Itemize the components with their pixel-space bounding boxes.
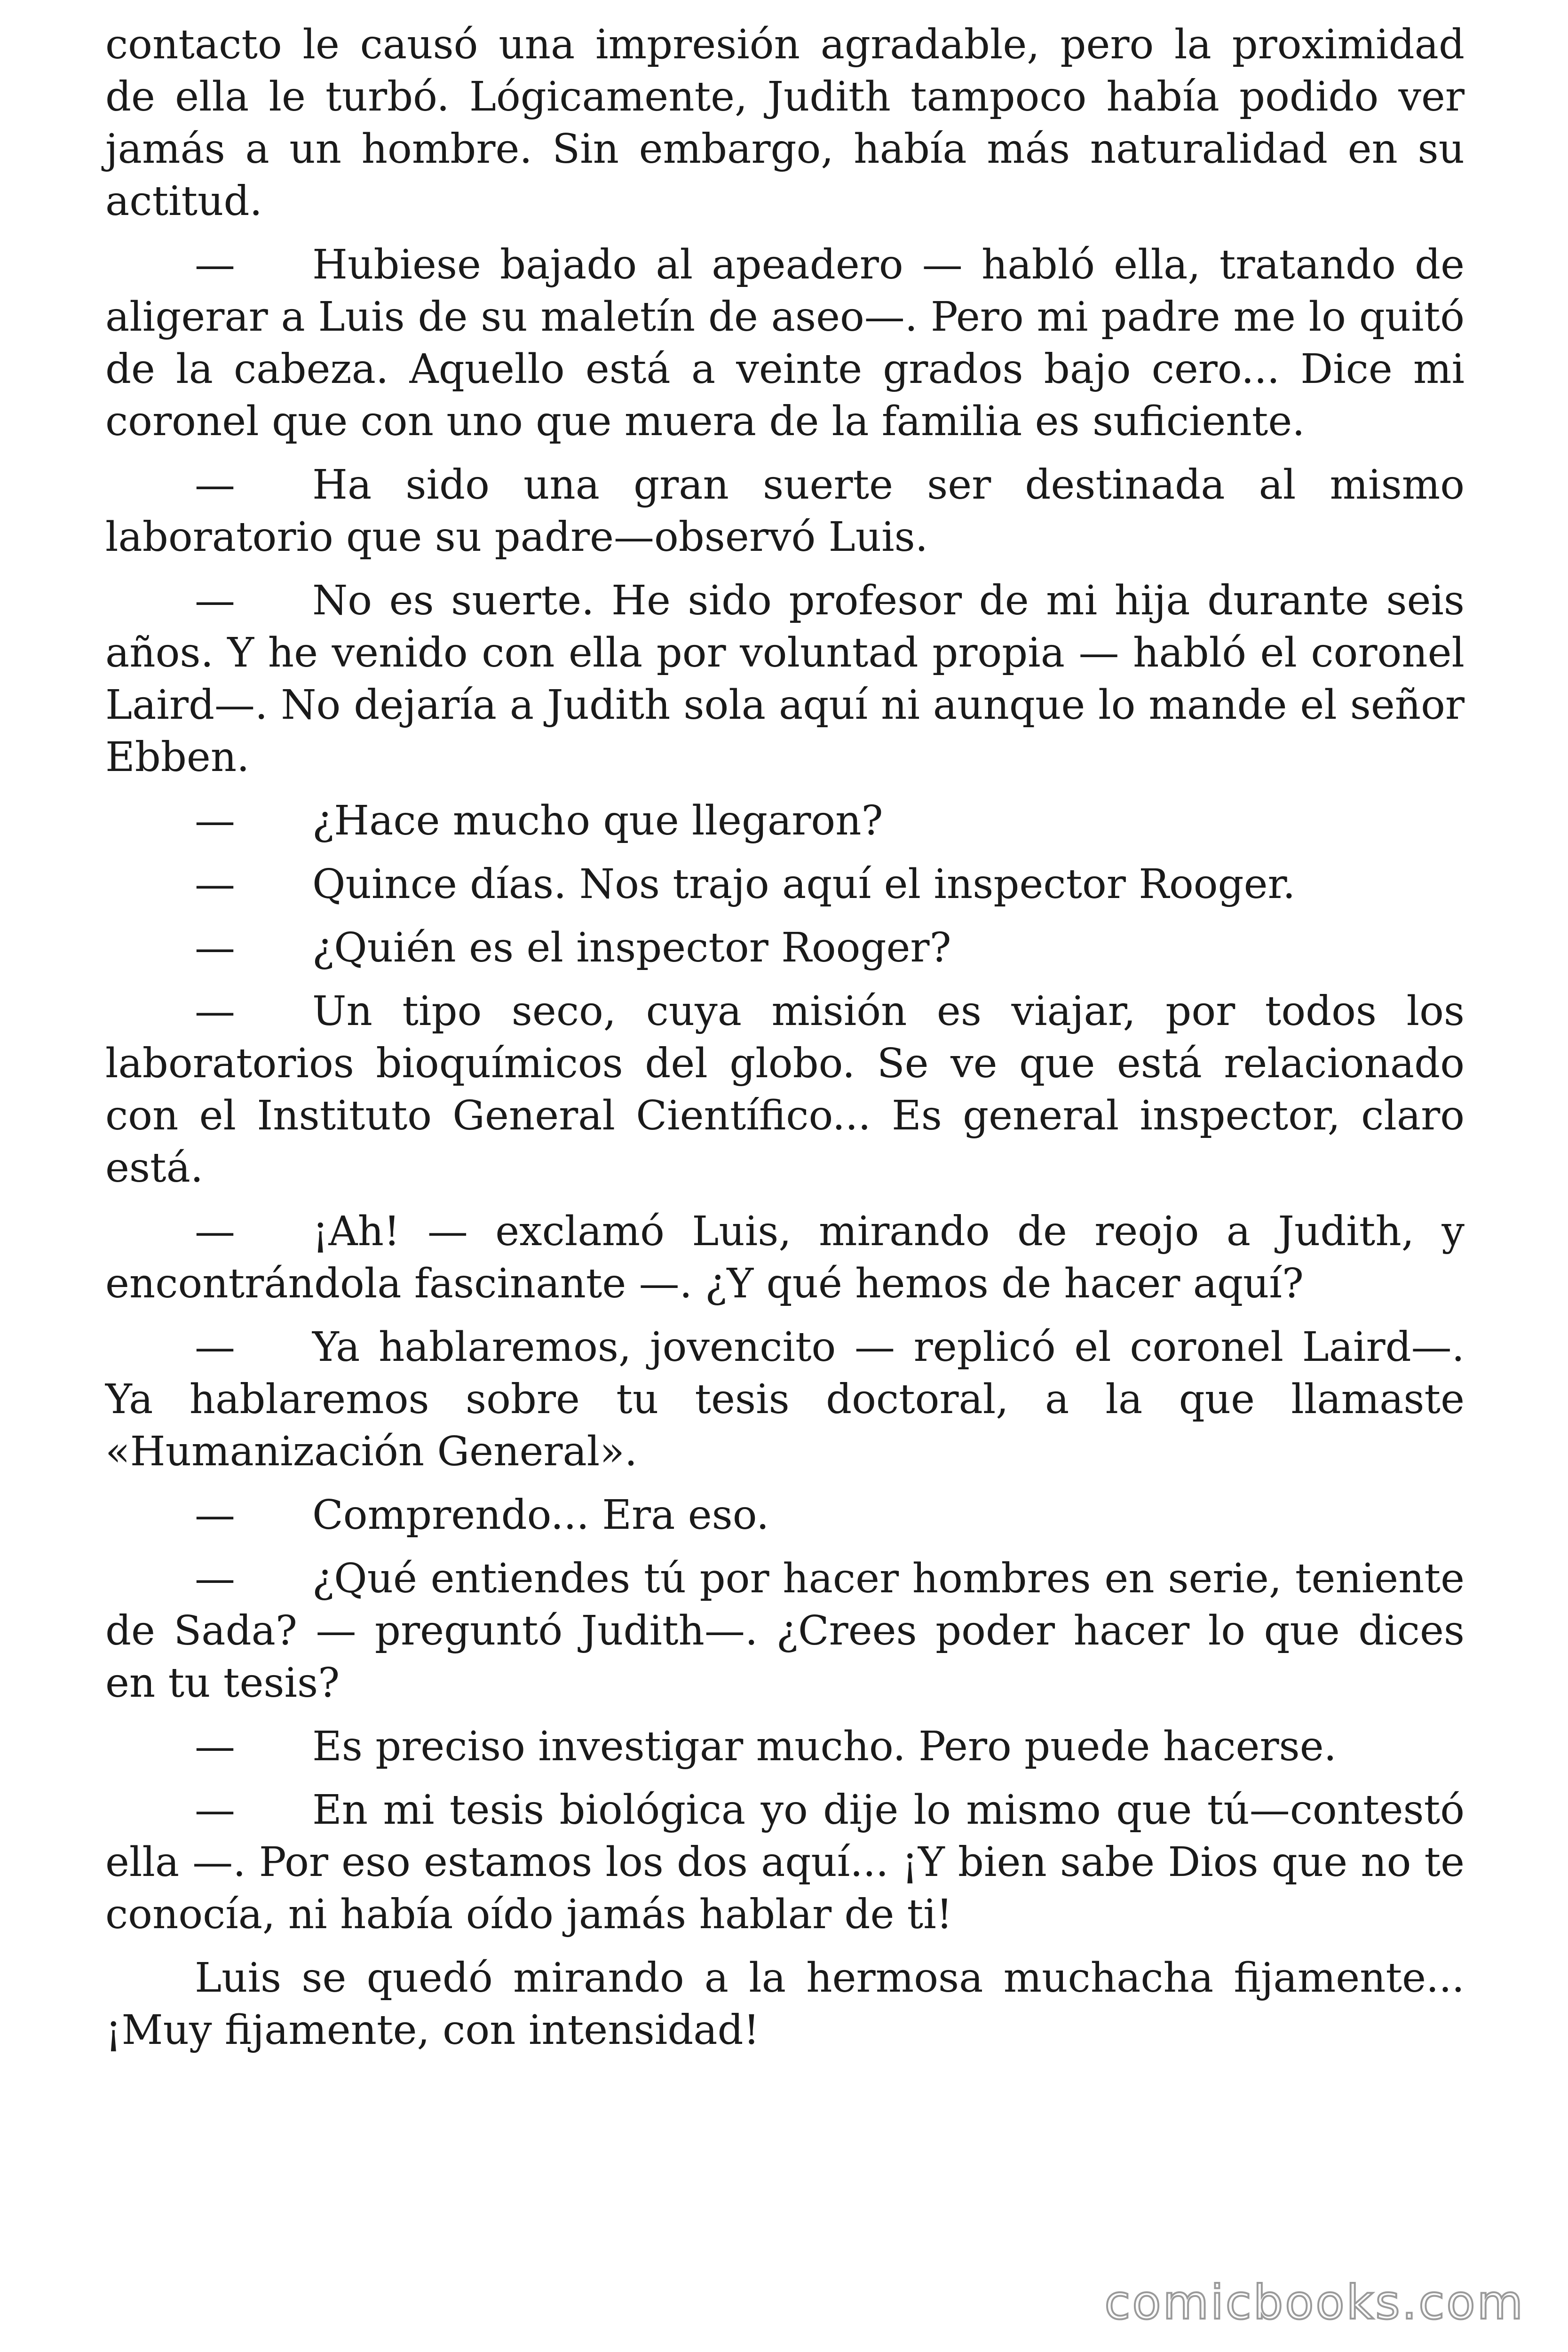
dialogue-text: En mi tesis biológica yo dije lo mismo que tú—contestó ella —. Por eso estamos los dos aquí... ¡Y bien sabe Dios que no te conocía, ni había oído jamás hablar de ti! xyxy=(105,1787,1465,1938)
dialogue-text: ¡Ah! — exclamó Luis, mirando de reojo a Judith, y encontrándola fascinante —. ¿Y qué hemos de hacer aquí? xyxy=(105,1208,1465,1307)
dialogue-line xyxy=(105,985,1465,1194)
dialogue-line xyxy=(105,1321,1465,1478)
em-dash: — xyxy=(195,1324,235,1371)
dialogue-text: Comprendo... Era eso. xyxy=(312,1492,769,1539)
dialogue-text: Ha sido una gran suerte ser destinada al mismo laboratorio que su padre—observó Luis. xyxy=(105,461,1465,561)
dialogue-text: No es suerte. He sido profesor de mi hija durante seis años. Y he venido con ella por voluntad propia — habló el coronel Laird—. No dejaría a Judith sola aquí ni aunque lo mande el señor Ebben. xyxy=(105,577,1465,781)
em-dash: — xyxy=(195,577,235,624)
watermark: comicbooks.com xyxy=(1104,2275,1525,2330)
dialogue-line xyxy=(105,795,1465,847)
dialogue-text: Un tipo seco, cuya misión es viajar, por todos los laboratorios bioquímicos del globo. Se ve que está relacionado con el Instituto General Científico... Es general inspector, claro está. xyxy=(105,988,1465,1192)
dialogue-line xyxy=(105,1721,1465,1773)
dialogue-line xyxy=(105,459,1465,564)
paragraph: Luis se quedó mirando a la hermosa muchacha fijamente... ¡Muy fijamente, con intensidad! xyxy=(105,1955,1465,2054)
dialogue-line xyxy=(105,239,1465,448)
em-dash: — xyxy=(195,461,235,509)
dialogue-text: ¿Quién es el inspector Rooger? xyxy=(312,924,951,971)
dialogue-line xyxy=(105,1489,1465,1542)
dialogue-text: Ya hablaremos, jovencito — replicó el coronel Laird—. Ya hablaremos sobre tu tesis doctoral, a la que llamaste «Humanización General». xyxy=(105,1324,1465,1475)
dialogue-line xyxy=(105,858,1465,911)
em-dash: — xyxy=(195,1208,235,1255)
dialogue-line xyxy=(105,1784,1465,1941)
dialogue-line xyxy=(105,922,1465,974)
em-dash: — xyxy=(195,861,235,908)
dialogue-text: ¿Qué entiendes tú por hacer hombres en serie, teniente de Sada? — preguntó Judith—. ¿Crees poder hacer lo que dices en tu tesis? xyxy=(105,1555,1465,1707)
dialogue-text: Hubiese bajado al apeadero — habló ella, tratando de aligerar a Luis de su maletín de aseo—. Pero mi padre me lo quitó de la cabeza. Aquello está a veinte grados bajo cero... Dice mi coronel que con uno que muera de la familia es suficiente. xyxy=(105,241,1465,445)
page-text xyxy=(105,19,1465,2068)
paragraph: contacto le causó una impresión agradable, pero la proximidad de ella le turbó. Lógicamente, Judith tampoco había podido ver jamás a un hombre. Sin embargo, había más naturalidad en su actitud. xyxy=(105,21,1465,225)
em-dash: — xyxy=(195,1787,235,1834)
dialogue-line xyxy=(105,1553,1465,1709)
em-dash: — xyxy=(195,797,235,844)
dialogue-text: Quince días. Nos trajo aquí el inspector Rooger. xyxy=(312,861,1296,908)
em-dash: — xyxy=(195,1555,235,1602)
em-dash: — xyxy=(195,1723,235,1770)
dialogue-text: ¿Hace mucho que llegaron? xyxy=(312,797,883,844)
em-dash: — xyxy=(195,241,235,288)
em-dash: — xyxy=(195,924,235,971)
dialogue-text: Es preciso investigar mucho. Pero puede hacerse. xyxy=(312,1723,1337,1770)
em-dash: — xyxy=(195,988,235,1035)
dialogue-line xyxy=(105,575,1465,784)
em-dash: — xyxy=(195,1492,235,1539)
dialogue-line xyxy=(105,1206,1465,1310)
